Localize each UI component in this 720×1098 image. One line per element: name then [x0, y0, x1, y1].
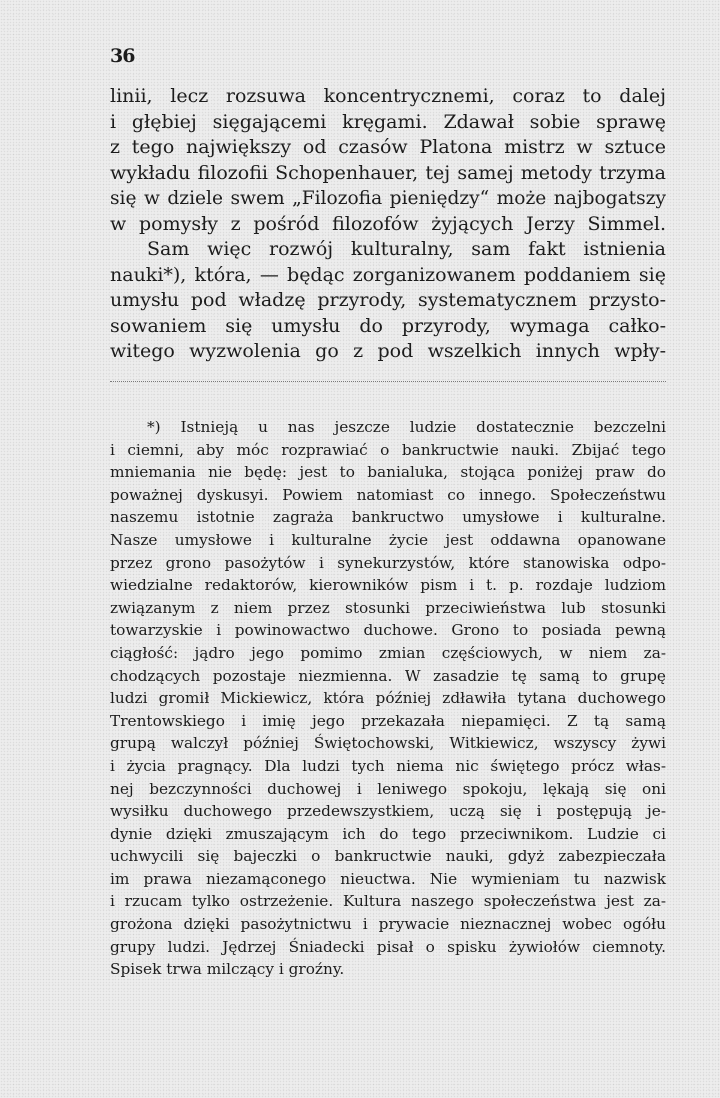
footnote-line: ludzi gromił Mickiewicz, która później zdławiła tytana duchowego [110, 689, 666, 708]
footnote-line: poważnej dyskusyi. Powiem natomiast co innego. Społeczeństwu [110, 485, 666, 504]
footnote-line: i rzucam tylko ostrzeżenie. Kultura naszego społeczeństwa jest za- [110, 892, 666, 911]
main-text-line: się w dziele swem „Filozofia pieniędzy“ może najbogatszy [110, 188, 666, 209]
main-text-line: i głębiej sięgającemi kręgami. Zdawał sobie sprawę [110, 110, 666, 133]
footnote-line: Nasze umysłowe i kulturalne życie jest oddawna opanowane [110, 530, 666, 549]
footnote-line: naszemu istotnie zagraża bankructwo umysłowe i kulturalne. [110, 508, 666, 527]
footnote-line: przez grono pasożytów i synekurzystów, które stanowiska odpo- [110, 553, 666, 572]
main-text-line: linii, lecz rozsuwa koncentrycznemi, coraz to dalej [110, 85, 666, 107]
footnote-line: grożona dzięki pasożytnictwu i prywacie nieznacznej wobec ogółu [110, 915, 666, 934]
footnote-line: Spisek trwa milczący i groźny. [110, 960, 345, 979]
main-text-line: sowaniem się umysłu do przyrody, wymaga całko- [110, 314, 666, 337]
footnote-line: i ciemni, aby móc rozprawiać o bankructwie nauki. Zbijać tego [110, 440, 666, 459]
footnote-line: związanym z niem przez stosunki przeciwieństwa lub stosunki [110, 598, 666, 617]
footnote-line: chodzących pozostaje niezmienna. W zasadzie tę samą to grupę [110, 666, 666, 685]
main-text-line: wykładu filozofii Schopenhauer, tej samej metody trzyma [110, 161, 666, 184]
footnote-line: grupą walczył później Świętochowski, Witkiewicz, wszyscy żywi [110, 734, 666, 753]
footnote-line: grupy ludzi. Jędrzej Śniadecki pisał o spisku żywiołów ciemnoty. [110, 937, 666, 956]
page-number: 36 [110, 45, 135, 67]
footnote-line: dynie dzięki zmuszającym ich do tego przeciwnikom. Ludzie ci [110, 824, 666, 843]
footnote [110, 416, 666, 981]
main-text-paragraph [110, 84, 666, 365]
footnote-line: ciągłość: jądro jego pomimo zmian częściowych, w niem za- [110, 643, 666, 662]
footnote-separator [110, 381, 666, 382]
footnote-line: wiedzialne redaktorów, kierowników pism i t. p. rozdaje ludziom [110, 576, 666, 595]
main-text-line: witego wyzwolenia go z pod wszelkich innych wpły- [110, 340, 666, 362]
footnote-line: wysiłku duchowego przedewszystkiem, uczą się i postępują je- [110, 802, 666, 821]
main-text-line: umysłu pod władzę przyrody, systematycznem przysto- [110, 289, 666, 311]
footnote-line: nej bezczynności duchowej i leniwego spokoju, lękają się oni [110, 779, 666, 798]
footnote-line: mniemania nie będę: jest to banialuka, stojąca poniżej praw do [110, 463, 666, 482]
main-text-line: Sam więc rozwój kulturalny, sam fakt istnienia [147, 238, 666, 260]
footnote-line: Trentowskiego i imię jego przekazała niepamięci. Z tą samą [110, 711, 666, 730]
footnote-line: im prawa niezamąconego nieuctwa. Nie wymieniam tu nazwisk [110, 869, 666, 888]
main-text-line: w pomysły z pośród filozofów żyjących Jerzy Simmel. [110, 212, 666, 235]
footnote-line: towarzyskie i powinowactwo duchowe. Grono to posiada pewną [110, 621, 666, 640]
footnote-line: uchwycili się bajeczki o bankructwie nauki, gdyż zabezpieczała [110, 847, 666, 866]
main-text-line: nauki*), która, — będąc zorganizowanem poddaniem się [110, 263, 666, 286]
footnote-line: *) Istnieją u nas jeszcze ludzie dostatecznie bezczelni [147, 418, 666, 436]
main-text-line: z tego największy od czasów Platona mistrz w sztuce [110, 136, 666, 158]
footnote-line: i życia pragnący. Dla ludzi tych niema nic świętego prócz włas- [110, 756, 666, 775]
